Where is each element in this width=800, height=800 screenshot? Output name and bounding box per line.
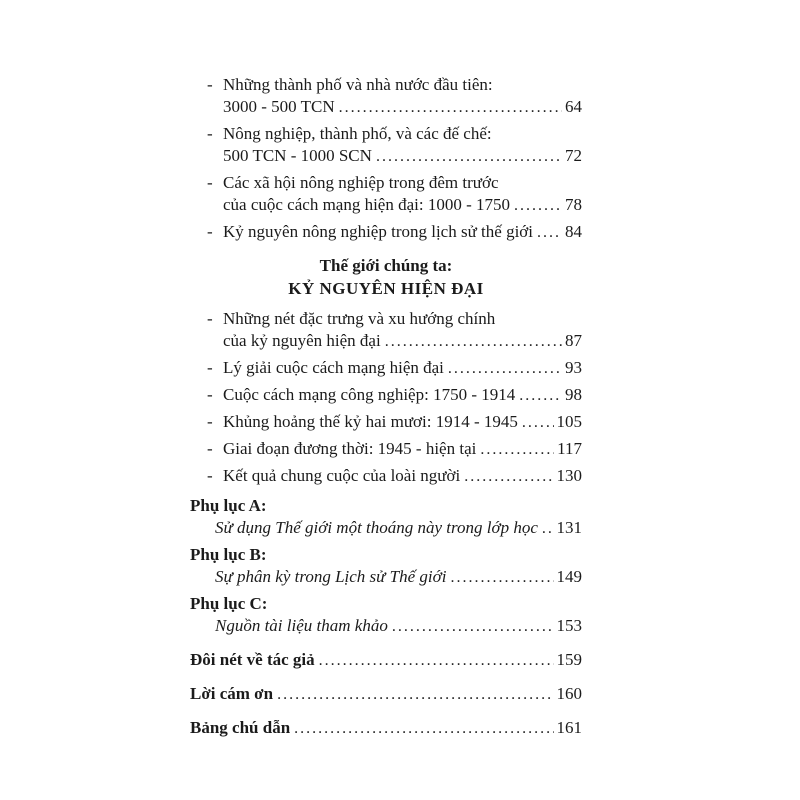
- appendices-section: [190, 495, 582, 638]
- dot-leader: [385, 330, 562, 353]
- entry-line: [207, 74, 582, 96]
- toc-entry: [190, 74, 582, 119]
- entry-title: Kết quả chung cuộc của loài người: [223, 466, 461, 485]
- entry-line: [207, 411, 582, 434]
- entry-line: [190, 517, 582, 540]
- bullet-dash: -: [207, 173, 213, 192]
- entry-title: Kỷ nguyên nông nghiệp trong lịch sử thế giới: [223, 222, 534, 241]
- bullet-dash: -: [207, 385, 213, 404]
- dot-leader: [514, 194, 562, 217]
- entry-line: [207, 308, 582, 330]
- dot-leader: [480, 438, 554, 461]
- toc-entry: [190, 384, 582, 407]
- page-number: 105: [556, 412, 582, 431]
- page-number: 78: [565, 195, 582, 214]
- page-number: 72: [565, 146, 582, 165]
- dot-leader: [339, 96, 562, 119]
- dot-leader: [294, 717, 553, 740]
- entry-title: Lý giải cuộc cách mạng hiện đại: [223, 358, 444, 377]
- page-number: 160: [556, 684, 582, 703]
- dot-leader: [392, 615, 554, 638]
- page-number: 149: [556, 567, 582, 586]
- section-heading-line2: KỶ NGUYÊN HIỆN ĐẠI: [288, 279, 484, 298]
- backmatter-label: Lời cám ơn: [190, 684, 274, 703]
- bullet-dash: -: [207, 439, 213, 458]
- entry-title: Cuộc cách mạng công nghiệp: 1750 - 1914: [223, 385, 516, 404]
- dot-leader: [319, 649, 554, 672]
- appendix-entry: [190, 495, 582, 540]
- appendix-title: Sử dụng Thế giới một thoáng này trong lớp học: [215, 518, 538, 537]
- bullet-dash: -: [207, 412, 213, 431]
- page-number: 87: [565, 331, 582, 350]
- entry-line: [207, 145, 582, 168]
- backmatter-entry: [190, 649, 582, 672]
- backmatter-entry: [190, 683, 582, 706]
- bullet-dash: -: [207, 309, 213, 328]
- entry-subtitle: của kỷ nguyên hiện đại: [223, 331, 381, 350]
- page-number: 161: [556, 718, 582, 737]
- toc-entry: [190, 465, 582, 488]
- appendix-title: Sự phân kỳ trong Lịch sử Thế giới: [215, 567, 447, 586]
- dot-leader: [464, 465, 553, 488]
- dot-leader: [537, 221, 562, 244]
- entry-line: [190, 717, 582, 740]
- entry-line: [207, 465, 582, 488]
- entry-line: [207, 357, 582, 380]
- dot-leader: [376, 145, 562, 168]
- entry-line: [190, 615, 582, 638]
- toc-entry: [190, 308, 582, 353]
- appendix-label: Phụ lục A:: [190, 496, 267, 515]
- appendix-label: Phụ lục B:: [190, 545, 267, 564]
- toc-entry: [190, 357, 582, 380]
- entry-subtitle: của cuộc cách mạng hiện đại: 1000 - 1750: [223, 195, 511, 214]
- entry-subtitle: 3000 - 500 TCN: [223, 97, 335, 116]
- bullet-dash: -: [207, 222, 213, 241]
- page-number: 84: [565, 222, 582, 241]
- entry-line: [190, 683, 582, 706]
- dot-leader: [277, 683, 553, 706]
- entry-line: [207, 123, 582, 145]
- page-number: 153: [556, 616, 582, 635]
- entry-title: Các xã hội nông nghiệp trong đêm trước: [223, 173, 499, 192]
- toc-entry: [190, 438, 582, 461]
- bullet-dash: -: [207, 124, 213, 143]
- dot-leader: [519, 384, 562, 407]
- entry-line: [190, 649, 582, 672]
- page-number: 93: [565, 358, 582, 377]
- toc-entry: [190, 411, 582, 434]
- toc-entry: [190, 172, 582, 217]
- entry-line: [207, 384, 582, 407]
- page-number: 159: [556, 650, 582, 669]
- bullet-dash: -: [207, 466, 213, 485]
- entry-title: Khủng hoảng thế kỷ hai mươi: 1914 - 1945: [223, 412, 518, 431]
- toc-entry: [190, 123, 582, 168]
- page-number: 130: [556, 466, 582, 485]
- dot-leader: [542, 517, 554, 540]
- bullet-dash: -: [207, 75, 213, 94]
- dot-leader: [450, 566, 553, 589]
- entry-line: [207, 221, 582, 244]
- entry-subtitle: 500 TCN - 1000 SCN: [223, 146, 372, 165]
- dot-leader: [448, 357, 562, 380]
- backmatter-entry: [190, 717, 582, 740]
- backmatter-label: Đôi nét về tác giả: [190, 650, 315, 669]
- dot-leader: [522, 411, 554, 434]
- entry-title: Những nét đặc trưng và xu hướng chính: [223, 309, 496, 328]
- entry-title: Nông nghiệp, thành phố, và các đế chế:: [223, 124, 492, 143]
- entry-line: [207, 438, 582, 461]
- page-number: 117: [557, 439, 582, 458]
- toc-entry: [190, 221, 582, 244]
- appendix-entry: [190, 593, 582, 638]
- entry-line: [190, 544, 582, 566]
- page-number: 98: [565, 385, 582, 404]
- entry-line: [207, 194, 582, 217]
- entry-line: [207, 96, 582, 119]
- bullet-dash: -: [207, 358, 213, 377]
- entry-line: [190, 495, 582, 517]
- entry-line: [207, 172, 582, 194]
- appendix-entry: [190, 544, 582, 589]
- backmatter-label: Bảng chú dẫn: [190, 718, 291, 737]
- entry-line: [190, 593, 582, 615]
- entry-line: [190, 566, 582, 589]
- appendix-label: Phụ lục C:: [190, 594, 268, 613]
- section-heading-line1: Thế giới chúng ta:: [319, 256, 453, 275]
- section-heading: [190, 254, 582, 300]
- page-number: 64: [565, 97, 582, 116]
- toc-column: [190, 74, 582, 744]
- appendix-title: Nguồn tài liệu tham khảo: [215, 616, 388, 635]
- entry-title: Giai đoạn đương thời: 1945 - hiện tại: [223, 439, 477, 458]
- entry-title: Những thành phố và nhà nước đầu tiên:: [223, 75, 493, 94]
- entry-line: [207, 330, 582, 353]
- page-number: 131: [556, 518, 582, 537]
